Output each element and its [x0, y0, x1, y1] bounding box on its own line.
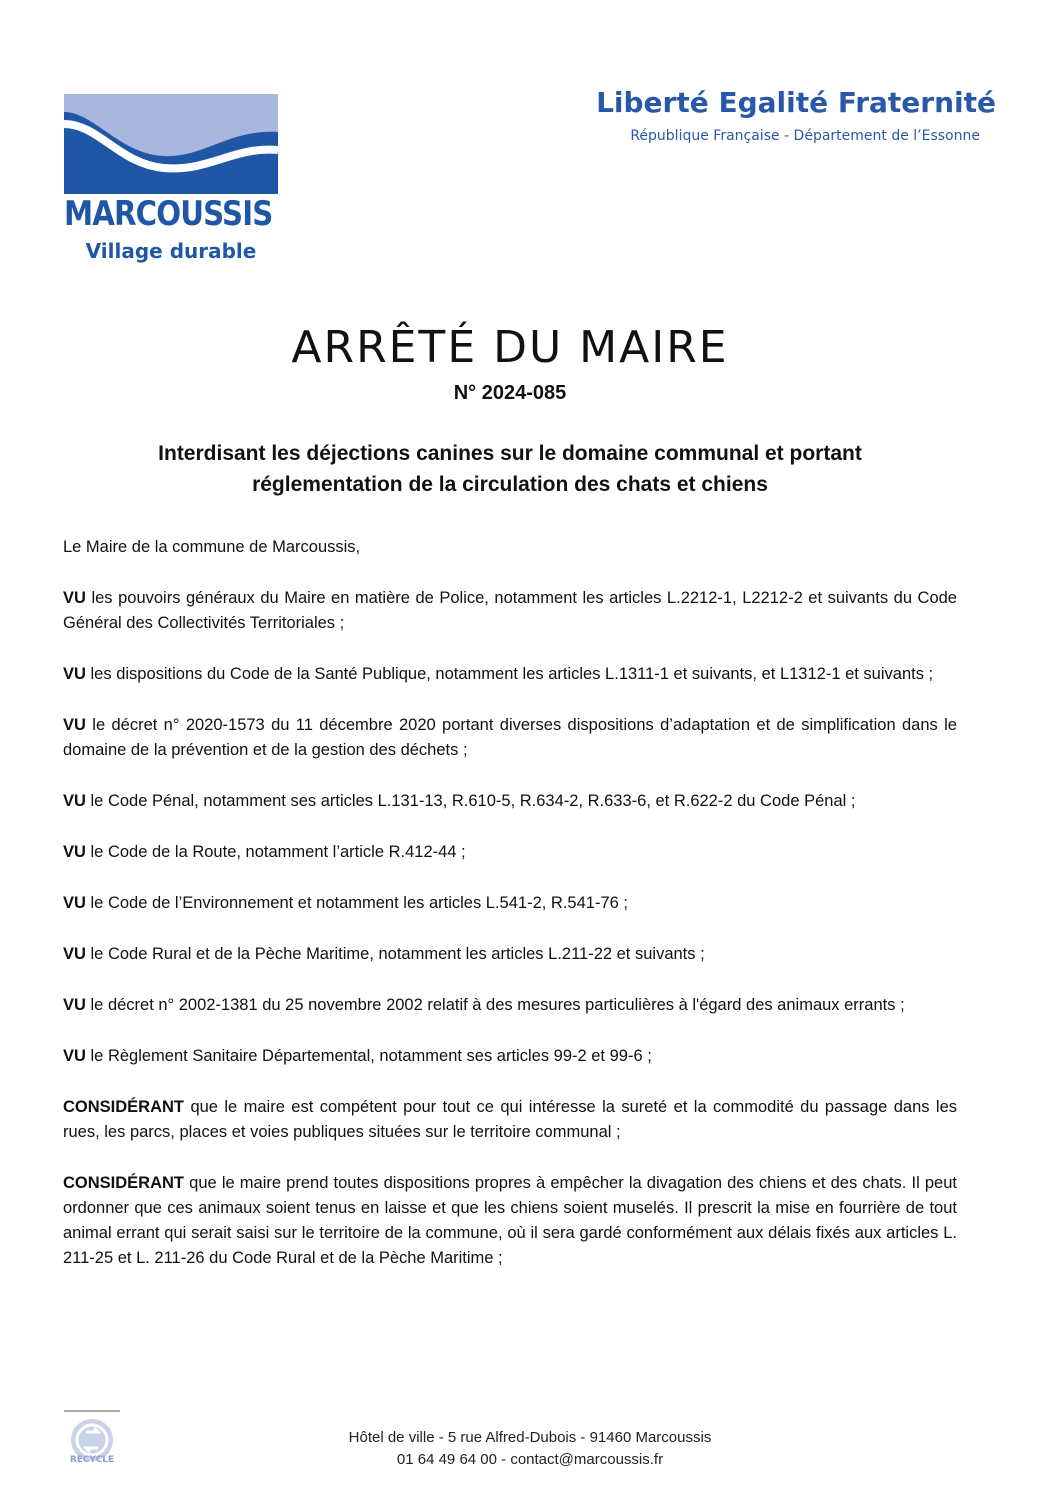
clause-text: le Code de l’Environnement et notamment les articles L.541-2, R.541-76 ; [90, 894, 628, 912]
clause-paragraph [63, 1044, 957, 1069]
clause-paragraph [63, 942, 957, 967]
clause-paragraph [63, 840, 957, 865]
republic-subtitle: République Française - Département de l’Essonne [630, 128, 980, 144]
clause-paragraph [63, 1095, 957, 1145]
clause-lead: VU [63, 1047, 86, 1065]
subject-line-2: réglementation de la circulation des chats et chiens [252, 473, 768, 496]
clause-lead: VU [63, 843, 86, 861]
clause-text: que le maire est compétent pour tout ce qui intéresse la sureté et la commodité du passage dans les rues, les parcs, places et voies publiques situées sur le territoire communal ; [63, 1098, 957, 1141]
clause-lead: VU [63, 945, 86, 963]
document-body [63, 535, 957, 1297]
clause-list [63, 586, 957, 1271]
logo-tagline: Village durable [85, 239, 257, 263]
recycle-badge-text: RECYCLE [69, 1455, 115, 1465]
clause-paragraph [63, 789, 957, 814]
intro-paragraph: Le Maire de la commune de Marcoussis, [63, 538, 361, 556]
clause-paragraph [63, 662, 957, 687]
page-footer [250, 1427, 810, 1471]
footer-contact: 01 64 49 64 00 - contact@marcoussis.fr [396, 1451, 664, 1468]
clause-text: que le maire prend toutes dispositions propres à empêcher la divagation des chiens et des chats. Il peut ordonner que ces animaux soient tenus en laisse et que les chiens soient muselés. Il prescrit la mise en fourrière de tout animal errant qui serait saisi sur le territoire de la commune, où il sera gardé conformément aux délais fixés aux articles L. 211-25 et L. 211-26 du Code Rural et de la Pèche Maritime ; [63, 1174, 957, 1267]
clause-text: le décret n° 2002-1381 du 25 novembre 2002 relatif à des mesures particulières à l'égard des animaux errants ; [90, 996, 905, 1014]
logo-name: MARCOUSSIS [64, 194, 273, 234]
clause-text: les dispositions du Code de la Santé Publique, notamment les articles L.1311-1 et suivants, et L1312-1 et suivants ; [90, 665, 934, 683]
clause-lead: VU [63, 894, 86, 912]
clause-text: le Code Pénal, notamment ses articles L.131-13, R.610-5, R.634-2, R.633-6, et R.622-2 du Code Pénal ; [90, 792, 856, 810]
clause-lead: CONSIDÉRANT [63, 1174, 185, 1192]
clause-paragraph [63, 1171, 957, 1271]
clause-text: le Code Rural et de la Pèche Maritime, notamment les articles L.211-22 et suivants ; [90, 945, 705, 963]
clause-lead: VU [63, 716, 86, 734]
clause-text: le Règlement Sanitaire Départemental, notamment ses articles 99-2 et 99-6 ; [90, 1047, 652, 1065]
clause-lead: VU [63, 792, 86, 810]
document-title: ARRÊTÉ DU MAIRE [291, 322, 729, 373]
clause-lead: VU [63, 996, 86, 1014]
clause-text: le décret n° 2020-1573 du 11 décembre 2020 portant diverses dispositions d’adaptation et de simplification dans le domaine de la prévention et de la gestion des déchets ; [63, 716, 957, 759]
clause-text: le Code de la Route, notamment l’article R.412-44 ; [90, 843, 466, 861]
clause-paragraph [63, 713, 957, 763]
decree-subject [100, 438, 920, 500]
decree-number: N° 2024-085 [453, 382, 567, 404]
subject-line-1: Interdisant les déjections canines sur le domaine communal et portant [158, 442, 862, 465]
clause-paragraph [63, 586, 957, 636]
republic-motto: Liberté Egalité Fraternité [596, 86, 996, 119]
marcoussis-logo [64, 94, 278, 270]
clause-lead: CONSIDÉRANT [63, 1098, 185, 1116]
recycled-paper-icon [64, 1410, 120, 1466]
clause-paragraph [63, 891, 957, 916]
clause-text: les pouvoirs généraux du Maire en matière de Police, notamment les articles L.2212-1, L2212-2 et suivants du Code Général des Collectivités Territoriales ; [63, 589, 957, 632]
clause-paragraph [63, 993, 957, 1018]
logo-wave-graphic [64, 94, 278, 194]
footer-address: Hôtel de ville - 5 rue Alfred-Dubois - 91460 Marcoussis [348, 1429, 712, 1446]
clause-lead: VU [63, 665, 86, 683]
clause-lead: VU [63, 589, 86, 607]
